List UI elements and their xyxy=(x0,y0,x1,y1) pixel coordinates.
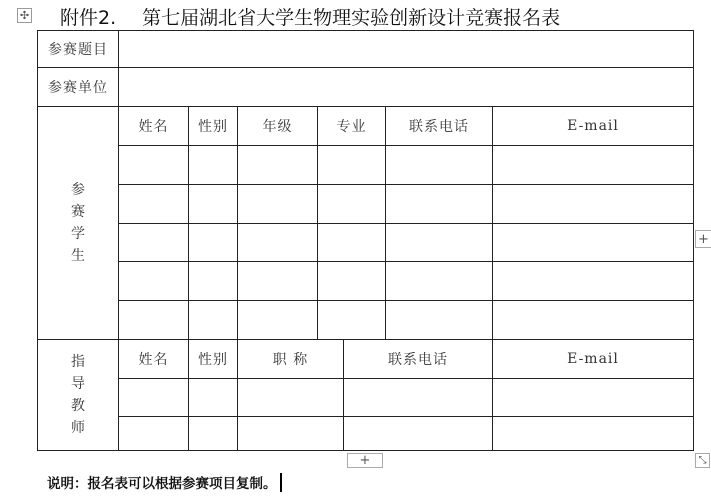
advisors-section-label xyxy=(38,340,118,450)
student-header-major: 专业 xyxy=(336,119,367,135)
advisors-label-char: 教 xyxy=(71,398,85,414)
advisors-label-char: 指 xyxy=(71,354,85,370)
text-cursor xyxy=(280,473,282,492)
advisor-header-name: 姓名 xyxy=(138,352,169,368)
topic-input-cell[interactable] xyxy=(119,31,693,67)
student-header-grade: 年级 xyxy=(262,119,293,135)
advisor-header-phone: 联系电话 xyxy=(388,352,448,368)
advisors-label-char: 师 xyxy=(71,420,85,436)
students-label-char: 生 xyxy=(71,248,85,264)
advisor-header-title: 职 称 xyxy=(272,352,309,368)
plus-icon: + xyxy=(698,231,709,247)
unit-input-cell[interactable] xyxy=(119,68,693,106)
student-header-phone: 联系电话 xyxy=(409,119,469,135)
form-title: 第七届湖北省大学生物理实验创新设计竞赛报名表 xyxy=(142,7,561,29)
student-header-email: E-mail xyxy=(567,118,619,134)
advisors-label-char: 导 xyxy=(71,376,85,392)
add-column-button[interactable] xyxy=(695,230,711,248)
note-text-line[interactable] xyxy=(47,472,282,492)
topic-label: 参赛题目 xyxy=(48,42,108,58)
students-label-char: 学 xyxy=(71,226,85,242)
note-text: 说明：报名表可以根据参赛项目复制。 xyxy=(47,476,277,492)
students-label-char: 参 xyxy=(71,182,85,198)
move-cross-icon: ✣ xyxy=(19,9,30,22)
unit-label: 参赛单位 xyxy=(48,80,108,96)
table-resize-handle[interactable] xyxy=(695,453,710,468)
advisor-header-email: E-mail xyxy=(567,351,619,367)
students-section-label xyxy=(38,107,118,339)
students-label-char: 赛 xyxy=(71,204,85,220)
diagonal-arrow-icon: ⤡ xyxy=(698,455,707,466)
attachment-number: 附件2. xyxy=(60,7,117,29)
student-header-gender: 性别 xyxy=(198,119,228,135)
advisor-header-gender: 性别 xyxy=(198,352,228,368)
student-header-name: 姓名 xyxy=(138,119,169,135)
add-row-button[interactable] xyxy=(347,453,383,468)
plus-icon: + xyxy=(359,453,371,468)
